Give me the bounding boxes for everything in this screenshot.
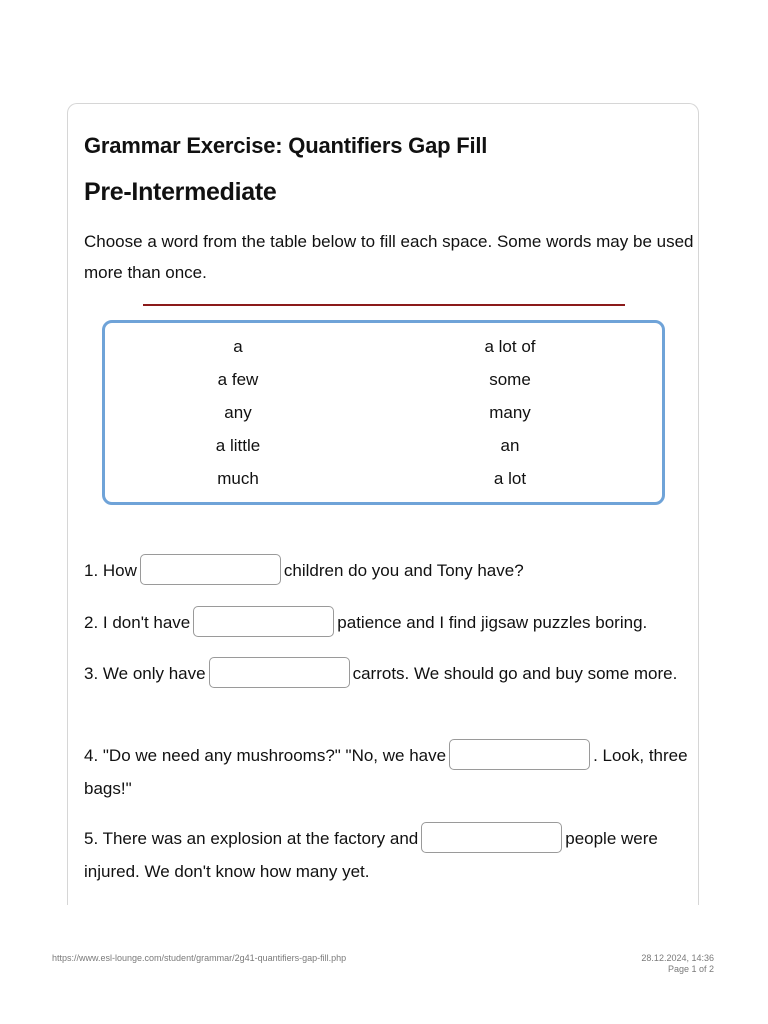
gap-input-5[interactable] <box>421 822 562 853</box>
word-cell: a lot <box>493 469 527 488</box>
word-cell: a lot of <box>484 337 536 356</box>
gap-input-3[interactable] <box>209 657 350 688</box>
divider <box>143 304 625 306</box>
question-text-before: 1. How <box>84 561 137 580</box>
word-cell: a few <box>217 370 259 389</box>
question-text-after: people were injured. We don't know how many yet. <box>84 829 658 881</box>
question-text-before: 5. There was an explosion at the factory and <box>84 829 419 848</box>
question-text-before: 3. We only have <box>84 664 206 683</box>
question-text-after: patience and I find jigsaw puzzles boring. <box>337 613 648 632</box>
question-1 <box>84 554 696 587</box>
question-text-after: children do you and Tony have? <box>283 561 524 580</box>
question-2 <box>84 606 696 639</box>
footer-datetime: 28.12.2024, 14:36 <box>641 953 714 963</box>
word-table <box>102 330 665 495</box>
level-heading: Pre-Intermediate <box>84 178 277 206</box>
word-cell: any <box>224 403 252 422</box>
footer-page-number: Page 1 of 2 <box>667 964 714 974</box>
question-text-after: . Look, three bags!" <box>84 746 688 798</box>
word-cell: a <box>233 337 243 356</box>
page-cut <box>60 905 710 945</box>
question-5 <box>84 822 696 888</box>
gap-input-2[interactable] <box>193 606 334 637</box>
question-4 <box>84 739 696 805</box>
instructions: Choose a word from the table below to fill each space. Some words may be used more than once. <box>84 232 694 282</box>
gap-input-4[interactable] <box>449 739 590 770</box>
word-cell: many <box>489 403 531 422</box>
footer-meta <box>641 953 714 975</box>
question-text-before: 2. I don't have <box>84 613 191 632</box>
gap-input-1[interactable] <box>140 554 281 585</box>
question-text-after: carrots. We should go and buy some more. <box>352 664 678 683</box>
word-cell: some <box>489 370 531 389</box>
word-cell: an <box>500 436 520 455</box>
question-3 <box>84 657 696 690</box>
word-cell: much <box>217 469 259 488</box>
question-text-before: 4. "Do we need any mushrooms?" "No, we have <box>84 746 447 765</box>
page-title: Grammar Exercise: Quantifiers Gap Fill <box>84 133 488 158</box>
footer-url: https://www.esl-lounge.com/student/grammar/2g41-quantifiers-gap-fill.php <box>52 953 347 963</box>
word-cell: a little <box>215 436 261 455</box>
